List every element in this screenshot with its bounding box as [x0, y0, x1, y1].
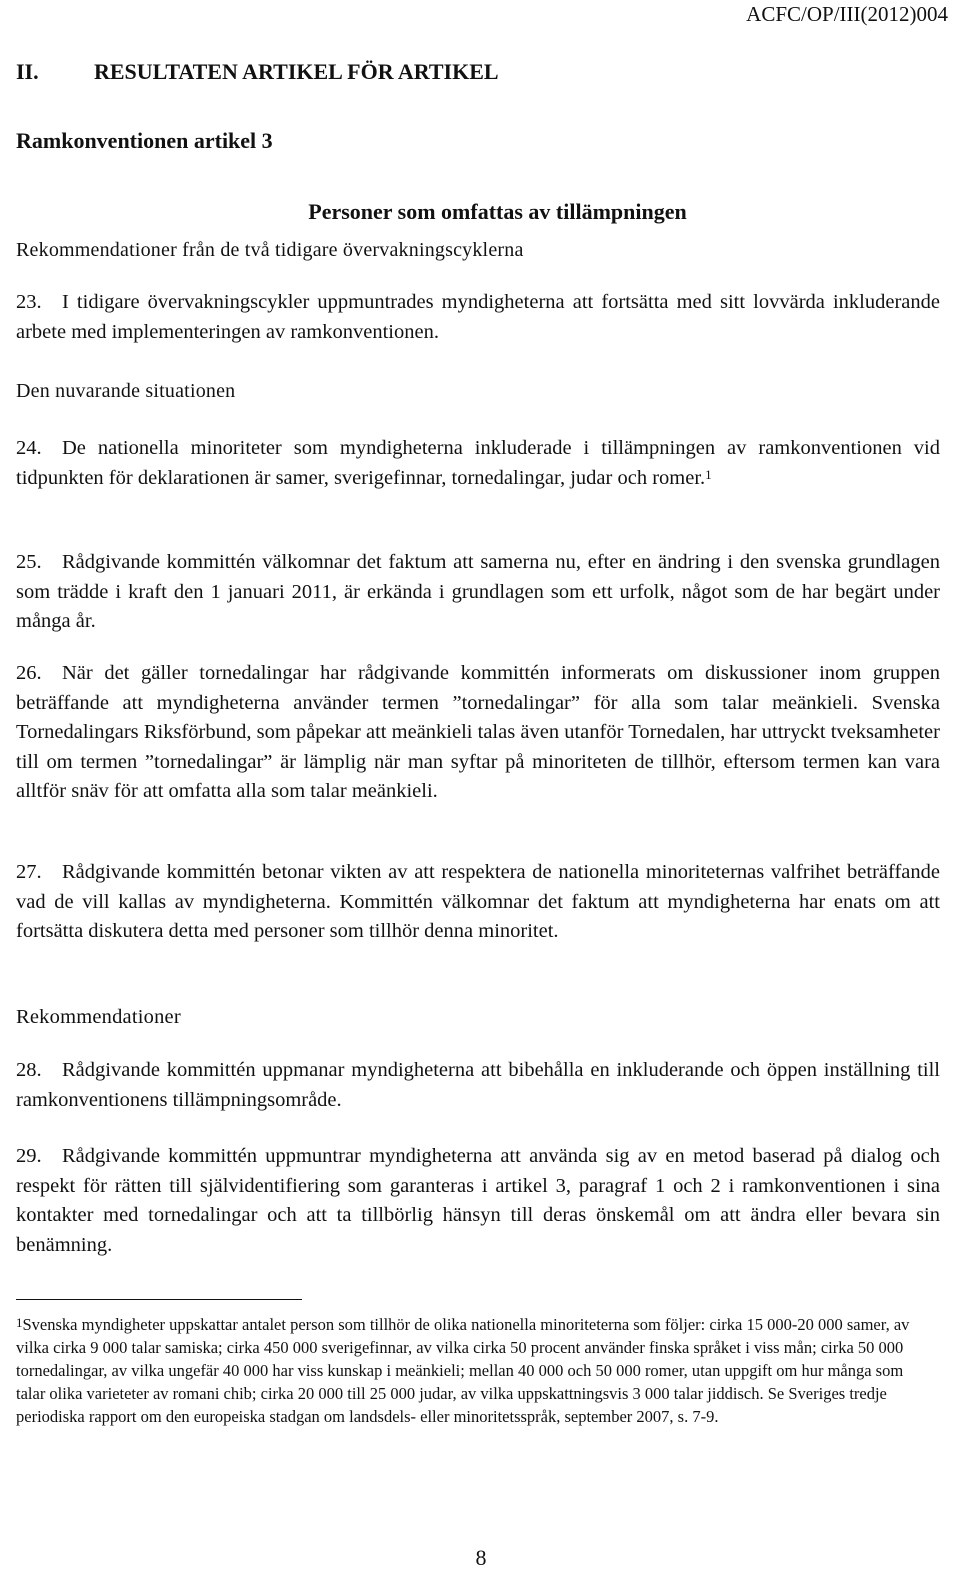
paragraph-text: När det gäller tornedalingar har rådgivande kommittén informerats om diskussioner inom gruppen beträffande att myndigheterna använder termen ”tornedalingar” för alla som talar meänkieli. Svenska Tornedalingars Riksförbund, som påpekar att meänkieli talas även utanför Tornedalen, har uttryckt tveksamheter till om termen ”tornedalingar” är lämplig när man syftar på minoriteten de tillhör, eftersom termen kan vara alltför snäv för att omfatta alla som talar meänkieli. [16, 662, 940, 803]
section-title: RESULTATEN ARTIKEL FÖR ARTIKEL [94, 59, 499, 84]
paragraph-text: Rådgivande kommittén uppmuntrar myndigheterna att använda sig av en metod baserad på dialog och respekt för rätten till självidentifiering som garanteras i artikel 3, paragraf 1 och 2 i ramkonventionen i sina kontakter med tornedalingar och att ta tillbörlig hänsyn till deras önskemål om att ändra eller bevara sin benämning. [16, 1145, 940, 1256]
footnote-text: Svenska myndigheter uppskattar antalet person som tillhör de olika nationella minoriteterna som följer: cirka 15 000-20 000 samer, av vilka cirka 9 000 talar samiska; cirka 450 000 sverigefinnar, av vilka cirka 50 procent använder finska språket i viss mån; cirka 50 000 tornedalingar, av vilka ungefär 40 000 har viss kunskap i meänkieli; mellan 40 000 och 50 000 romer, utan uppgift om hur många som talar olika varieteter av romani chib; cirka 20 000 till 25 000 judar, av vilka uppskattningsvis 3 000 talar jiddisch. Se Sveriges tredje periodiska rapport om den europeiska stadgan om landsdels- eller minoritetsspråk, september 2007, s. 7-9. [16, 1315, 910, 1426]
document-reference: ACFC/OP/III(2012)004 [746, 2, 948, 26]
paragraph-number: 28. [16, 1059, 42, 1081]
paragraph-23 [16, 288, 940, 347]
current-situation-heading: Den nuvarande situationen [16, 380, 236, 402]
paragraph-text: Rådgivande kommittén betonar vikten av att respektera de nationella minoriteternas valfrihet beträffande vad de vill kallas av myndigheterna. Kommittén välkomnar det faktum att myndigheterna har enats om att fortsätta diskutera detta med personer som tillhör denna minoritet. [16, 861, 940, 943]
section-heading [16, 57, 946, 87]
paragraph-text: Rådgivande kommittén välkomnar det faktum att samerna nu, efter en ändring i den svenska grundlagen som trädde i kraft den 1 januari 2011, är erkända i grundlagen som ett urfolk, något som de har begärt under många år. [16, 551, 940, 633]
topic-heading: Personer som omfattas av tillämpningen [308, 199, 687, 224]
footnote-marker: 1 [16, 1315, 23, 1330]
page-number: 8 [475, 1545, 487, 1570]
paragraph-text: I tidigare övervakningscykler uppmuntrades myndigheterna att fortsätta med sitt lovvärda inkluderande arbete med implementeringen av ramkonventionen. [16, 291, 940, 343]
paragraph-29 [16, 1142, 940, 1260]
paragraph-text: Rådgivande kommittén uppmanar myndigheterna att bibehålla en inkluderande och öppen inställning till ramkonventionens tillämpningsområde. [16, 1059, 940, 1111]
paragraph-number: 29. [16, 1145, 42, 1167]
paragraph-27 [16, 858, 940, 947]
paragraph-number: 27. [16, 861, 42, 883]
paragraph-number: 24. [16, 437, 42, 459]
footnote-reference[interactable]: 1 [705, 466, 712, 482]
footnote-separator [16, 1299, 302, 1300]
section-number: II. [16, 59, 39, 84]
recommendations-heading: Rekommendationer [16, 1006, 181, 1028]
paragraph-number: 26. [16, 662, 42, 684]
paragraph-number: 23. [16, 291, 42, 313]
article-heading: Ramkonventionen artikel 3 [16, 128, 273, 153]
paragraph-25 [16, 548, 940, 637]
paragraph-24 [16, 434, 940, 493]
previous-recommendations-heading: Rekommendationer från de två tidigare övervakningscyklerna [16, 239, 524, 261]
paragraph-26 [16, 659, 940, 807]
paragraph-28 [16, 1056, 940, 1115]
paragraph-number: 25. [16, 551, 42, 573]
paragraph-text: De nationella minoriteter som myndigheterna inkluderade i tillämpningen av ramkonventionen vid tidpunkten för deklarationen är samer, sverigefinnar, tornedalingar, judar och romer. [16, 437, 940, 489]
footnote [16, 1313, 916, 1428]
